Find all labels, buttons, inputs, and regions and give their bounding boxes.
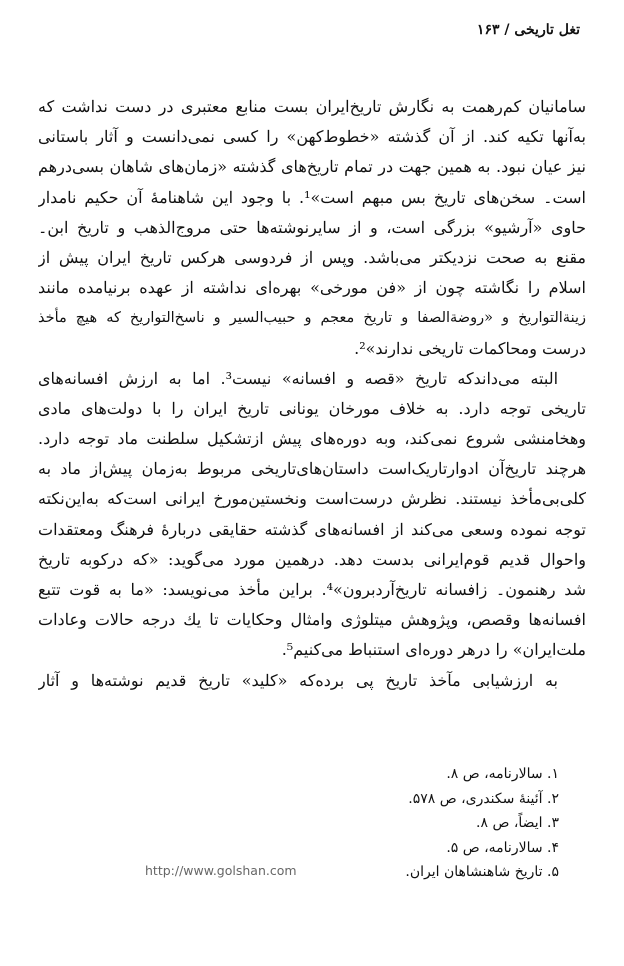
text-line: واحوال قدیم قوم‌ایرانی بدست دهد. درهمین مورد می‌گوید: «که درکوبه تاریخ <box>38 549 586 569</box>
text-line: اسلام را نگاشته چون از «فن مورخی» بهره‌ای نداشته از عهده برنیامده مانند <box>38 278 586 298</box>
text-line: تاریخی توجه دارد. به خلاف مورخان یونانی تاریخ ایران را با دولت‌های مادی <box>38 398 586 418</box>
footnote-2: ۲. آئینهٔ سکندری، ص ۵۷۸. <box>408 790 559 807</box>
text-line: شد رهنمون۔ زافسانه تاریخ‌آردبرون»⁴. براین مأخذ می‌نویسد: «ما به قوت تتبع <box>38 580 586 599</box>
text-line: هرچند تاریخ‌آن ادوارتاریک‌است داستان‌های‌تاریخی مربوط به‌زمان پیش‌از ماد به <box>38 459 586 479</box>
text-line: زینة‌التواریخ و «روضة‌الصفا و تاریخ معجم و حبیب‌السیر و ناسخ‌التواریخ که هیچ مأخذ <box>38 310 586 327</box>
text-line: نیز عیان نبود. به همین جهت در تمام تاریخ‌های گذشته «زمان‌های شاهان بسی‌درهم <box>38 157 586 177</box>
text-line: درست ومحاکمات تاریخی ندارند»². <box>354 338 586 358</box>
watermark-url: http://www.golshan.com <box>145 863 297 878</box>
text-line: حاوی «آرشیو» بزرگی است، و از سایرنوشته‌ها حتی مروج‌الذهب و تاریخ ابن۔ <box>38 217 586 237</box>
text-line: سامانیان کم‌رهمت به نگارش تاریخ‌ایران بست منابع معتبری در دست نداشت که <box>38 97 586 116</box>
paragraph-3 <box>38 666 586 696</box>
page-header: تغل تاریخی / ۱۶۳ <box>476 22 580 38</box>
paragraph-2 <box>38 364 586 666</box>
footnote-4: ۴. سالارنامه، ص ۵. <box>446 839 559 856</box>
footnote-3: ۳. ایضاً، ص ۸. <box>476 815 559 831</box>
text-line: مقنع به صحت نزدیکتر می‌باشد. وپس از فردوسی هرکس تاریخ ایران پیش از <box>38 247 586 267</box>
text-line: به ارزشیابی مآخذ تاریخ پی برده‌که «کلید» تاریخ قدیم نوشته‌ها و آثار <box>38 670 558 690</box>
footnote-1: ۱. سالارنامه، ص ۸. <box>446 766 559 782</box>
text-line: البته می‌داندکه تاریخ «قصه و افسانه» نیست³. اما به ارزش افسانه‌های <box>38 368 559 388</box>
text-line: است۔ سخن‌های تاریخ بس مبهم است»¹. با وجود این شاهنامهٔ آن حکیم نامدار <box>38 187 586 207</box>
text-line: به‌آنها تکیه کند. از آن گذشته «خطوط‌کهن» را کسی نمی‌دانست و آثار باستانی <box>38 127 586 147</box>
text-line: وهخامنشی شروع نمی‌کند، وبه دوره‌های پیش ازتشکیل سلطنت ماد توجه دارد. <box>38 429 586 449</box>
text-line: افسانه‌ها وقصص، وپژوهش میتلوژی وامثال وحکایات تا یك درجه حالات وعادات <box>38 610 586 630</box>
text-line: کلی‌بی‌مأخذ نیستند. نظرش درست‌است ونخستین‌مورخ ایرانی است‌که به‌این‌نکته <box>38 489 586 509</box>
text-line: ملت‌ایران» را درهر دوره‌ای استنباط می‌کنیم⁵. <box>281 640 586 660</box>
body-text <box>38 92 586 696</box>
text-line: توجه نموده وسعی می‌کند از افسانه‌های گذشته حقایقی دربارهٔ فرهنگ ومعتقدات <box>38 519 586 539</box>
paragraph-1 <box>38 92 586 364</box>
footnote-5: ۵. تاریخ شاهنشاهان ایران. <box>405 864 559 880</box>
